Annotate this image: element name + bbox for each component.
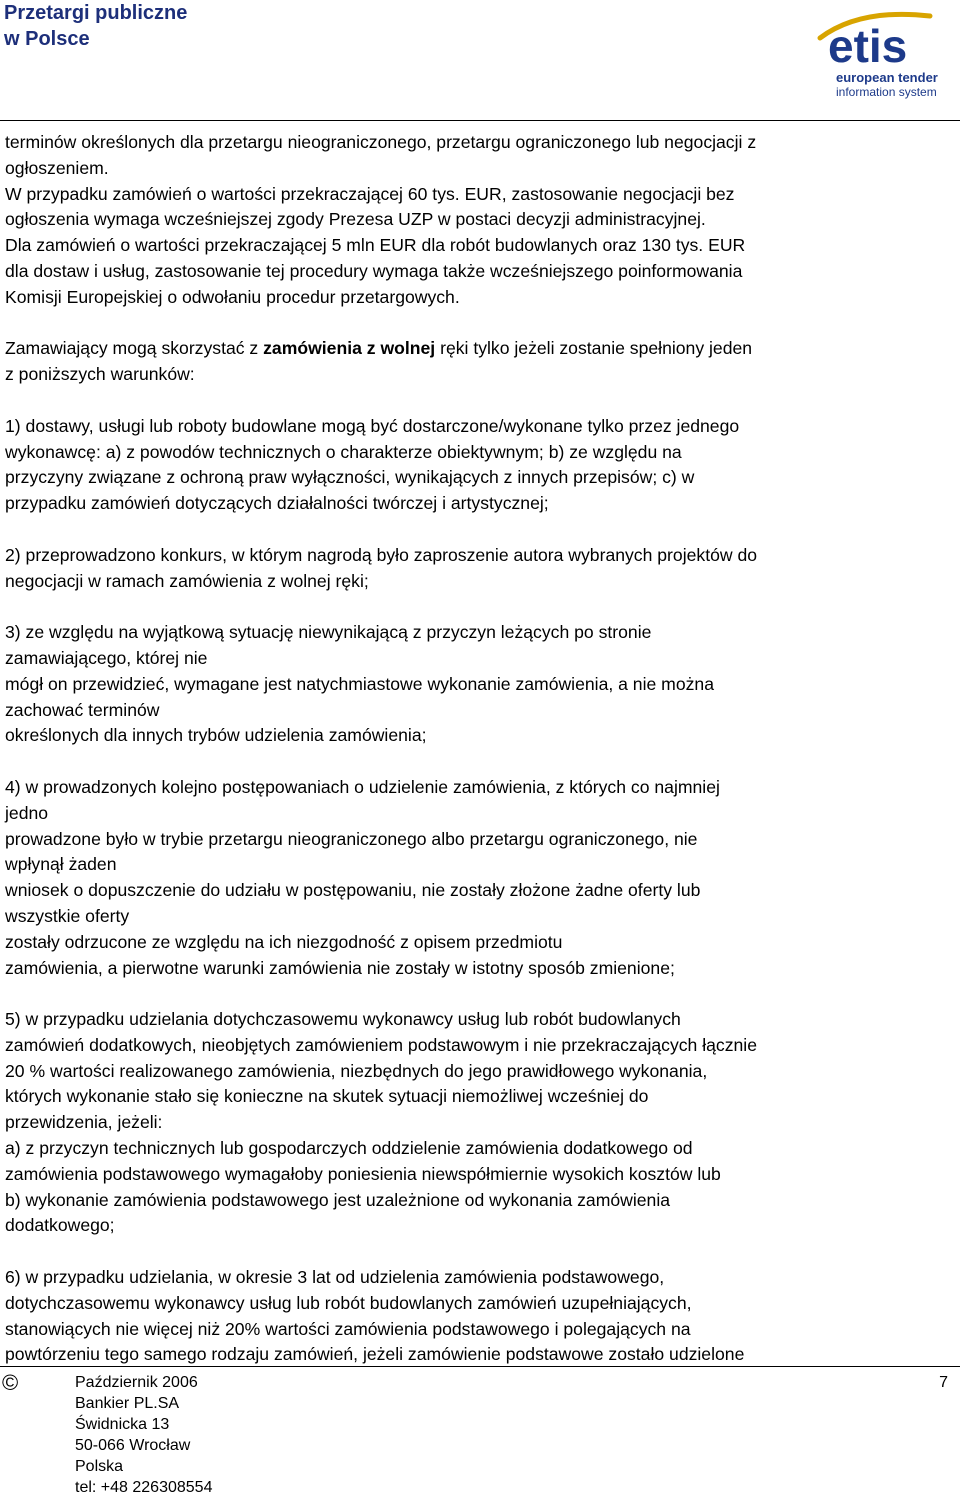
- page-header: [0, 0, 960, 120]
- footer-street: Świdnicka 13: [75, 1416, 170, 1433]
- text-line: jedno: [5, 802, 49, 823]
- text-line: zachować terminów: [5, 699, 160, 720]
- footer-date: Październik 2006: [75, 1374, 198, 1391]
- text-line: dotychczasowemu wykonawcy usług lub robót budowlanych zamówień uzupełniających,: [5, 1292, 692, 1313]
- text-line: 3) ze względu na wyjątkową sytuację niewynikającą z przyczyn leżących po stronie: [5, 622, 652, 643]
- text-line: 20 % wartości realizowanego zamówienia, niezbędnych do jego prawidłowego wykonania,: [5, 1060, 708, 1081]
- text-line: przyczyny związane z ochroną praw wyłączności, wynikających z innych przepisów; c) w: [5, 467, 695, 488]
- page-content: [5, 130, 957, 1368]
- text-line: dla dostaw i usług, zastosowanie tej procedury wymaga także wcześniejszego poinformowania: [5, 260, 743, 281]
- text-line: wpłynął żaden: [5, 854, 117, 875]
- footer-company: Bankier PL.SA: [75, 1395, 180, 1412]
- text-line: powtórzeniu tego samego rodzaju zamówień, jeżeli zamówienie podstawowe zostało udzielone: [5, 1344, 745, 1365]
- text-line: W przypadku zamówień o wartości przekraczającej 60 tys. EUR, zastosowanie negocjacji bez: [5, 183, 735, 204]
- condition-item-4: [5, 775, 957, 981]
- text-line: a) z przyczyn technicznych lub gospodarczych oddzielenie zamówienia dodatkowego od: [5, 1138, 693, 1159]
- footer-divider: [0, 1366, 960, 1367]
- paragraph-negotiation: [5, 130, 957, 311]
- text-line: dodatkowego;: [5, 1215, 115, 1236]
- text-line: mógł on przewidzieć, wymagane jest natychmiastowe wykonanie zamówienia, a nie można: [5, 673, 714, 694]
- condition-item-5: [5, 1007, 957, 1239]
- text-line: wykonawcę: a) z powodów technicznych o charakterze obiektywnym; b) ze względu na: [5, 441, 682, 462]
- text-line: ogłoszenia wymaga wcześniejszej zgody Prezesa UZP w postaci decyzji administracyjnej.: [5, 209, 706, 230]
- condition-item-3: [5, 620, 957, 749]
- text-line: [5, 336, 957, 362]
- text-line: przewidzenia, jeżeli:: [5, 1112, 163, 1133]
- text-line: których wykonanie stało się konieczne na skutek sytuacji niemożliwej wcześniej do: [5, 1086, 649, 1107]
- text-line: wszystkie oferty: [5, 905, 130, 926]
- footer-address: [75, 1372, 212, 1498]
- text-line: 1) dostawy, usługi lub roboty budowlane mogą być dostarczone/wykonane tylko przez jednego: [5, 415, 740, 436]
- text-line: Komisji Europejskiej o odwołaniu procedur przetargowych.: [5, 286, 460, 307]
- text-line: 2) przeprowadzono konkurs, w którym nagrodą było zaproszenie autora wybranych projektów do: [5, 544, 758, 565]
- text-line: ogłoszeniem.: [5, 157, 109, 178]
- text-line: z poniższych warunków:: [5, 364, 195, 385]
- text-line: zamówienia, a pierwotne warunki zamówienia nie zostały w istotny sposób zmienione;: [5, 957, 675, 978]
- logo-tagline-1: european tender: [836, 70, 938, 85]
- text-line: zostały odrzucone ze względu na ich niezgodność z opisem przedmiotu: [5, 931, 563, 952]
- etis-logo: [800, 4, 960, 100]
- text-line: zamówień dodatkowych, nieobjętych zamówieniem podstawowym i nie przekraczających łącznie: [5, 1034, 757, 1055]
- text-line: 6) w przypadku udzielania, w okresie 3 lat od udzielenia zamówienia podstawowego,: [5, 1267, 665, 1288]
- text-line: terminów określonych dla przetargu nieograniczonego, przetargu ograniczonego lub negocjacji z: [5, 132, 757, 152]
- text-line: zamówienia podstawowego wymagałoby poniesienia niewspółmiernie wysokich kosztów lub: [5, 1163, 721, 1184]
- text-line: 5) w przypadku udzielania dotychczasowemu wykonawcy usług lub robót budowlanych: [5, 1009, 681, 1030]
- text-line: wniosek o dopuszczenie do udziału w postępowaniu, nie zostały złożone żadne oferty lub: [5, 880, 701, 901]
- text-line: Dla zamówień o wartości przekraczającej 5 mln EUR dla robót budowlanych oraz 130 tys. EUR: [5, 235, 746, 256]
- title-line-2: w Polsce: [4, 28, 90, 50]
- text-line: b) wykonanie zamówienia podstawowego jest uzależnione od wykonania zamówienia: [5, 1189, 671, 1210]
- paragraph-free-hand: [5, 336, 957, 388]
- footer-postal-city: 50-066 Wrocław: [75, 1437, 191, 1454]
- text-line: określonych dla innych trybów udzielenia zamówienia;: [5, 725, 427, 746]
- condition-item-2: [5, 543, 957, 595]
- text-line: 4) w prowadzonych kolejno postępowaniach o udzielenie zamówienia, z których co najmniej: [5, 776, 720, 797]
- text-line: negocjacji w ramach zamówienia z wolnej ręki;: [5, 570, 369, 591]
- footer-country: Polska: [75, 1458, 124, 1475]
- text-line: stanowiących nie więcej niż 20% wartości zamówienia podstawowego i polegających na: [5, 1318, 691, 1339]
- text-line: przypadku zamówień dotyczących działalności twórczej i artystycznej;: [5, 493, 549, 514]
- text-run: Zamawiający mogą skorzystać z: [5, 338, 264, 359]
- logo-wordmark: etis: [828, 20, 908, 72]
- copyright-icon: ©: [2, 1370, 19, 1395]
- condition-item-1: [5, 414, 957, 517]
- page-number: 7: [939, 1374, 948, 1391]
- bold-term: zamówienia z wolnej: [263, 338, 436, 359]
- logo-tagline-2: information system: [836, 85, 937, 99]
- header-divider: [0, 120, 960, 121]
- document-title: [4, 0, 187, 52]
- footer-phone: tel: +48 226308554: [75, 1479, 213, 1496]
- text-run: ręki tylko jeżeli zostanie spełniony jeden: [435, 338, 753, 359]
- title-line-1: Przetargi publiczne: [4, 2, 188, 24]
- text-line: zamawiającego, której nie: [5, 647, 208, 668]
- text-line: prowadzone było w trybie przetargu nieograniczonego albo przetargu ograniczonego, nie: [5, 828, 698, 849]
- condition-item-6: [5, 1265, 957, 1368]
